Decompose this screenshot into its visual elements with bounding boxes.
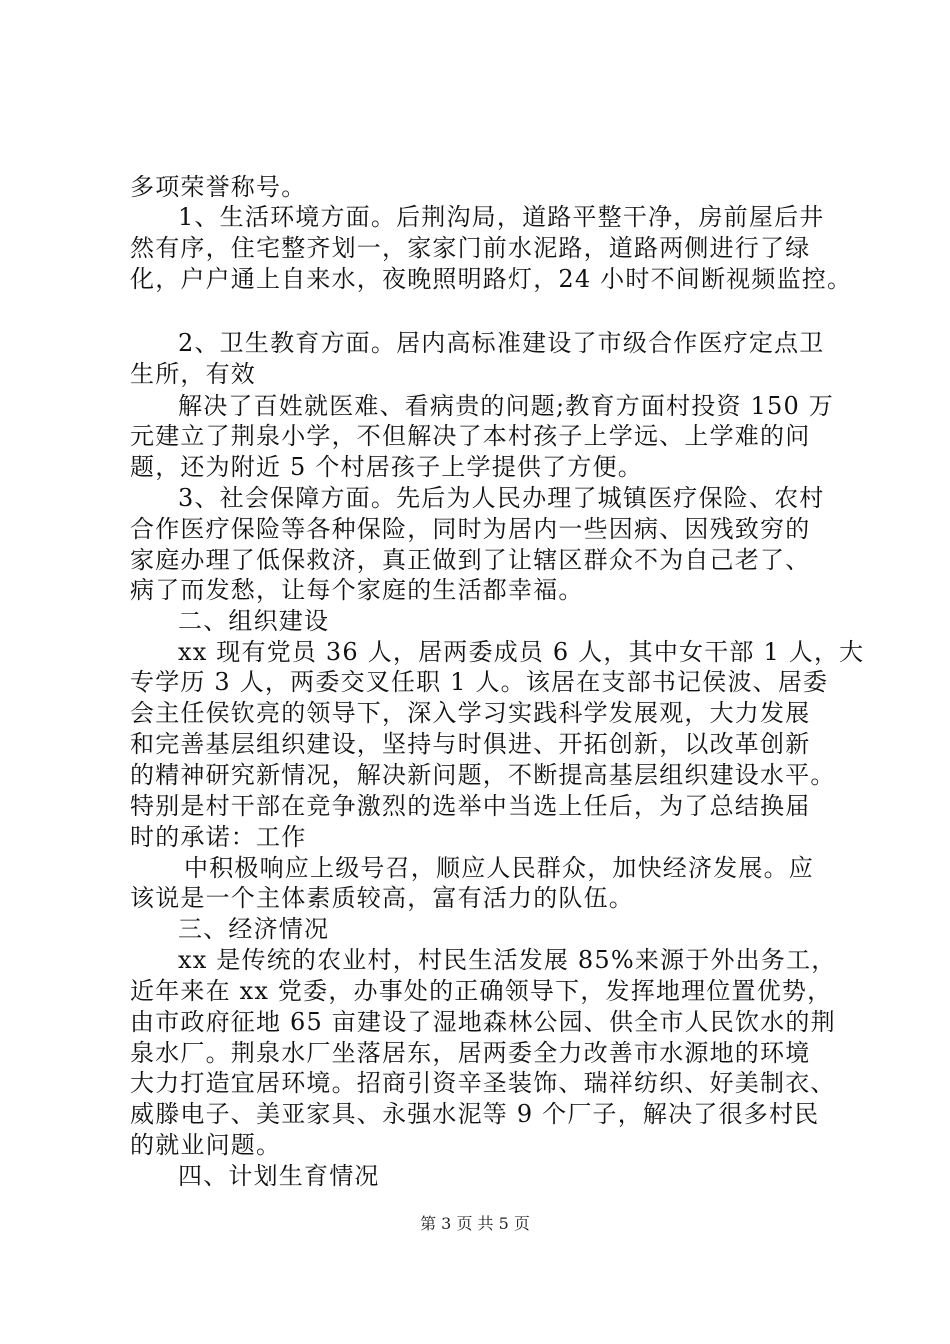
text-line: 1、生活环境方面。后荆沟局，道路平整干净，房前屋后井 [178, 203, 825, 231]
text-line: xx 现有党员 36 人，居两委成员 6 人，其中女干部 1 人，大 [178, 638, 865, 666]
text-line: 解决了百姓就医难、看病贵的问题;教育方面村投资 150 万 [178, 392, 834, 420]
text-line: 泉水厂。荆泉水厂坐落居东，居两委全力改善市水源地的环境 [130, 1039, 811, 1067]
text-line: 题，还为附近 5 个村居孩子上学提供了方便。 [130, 453, 643, 481]
section-heading: 四、计划生育情况 [178, 1162, 380, 1190]
text-line: 威滕电子、美亚家具、永强水泥等 9 个厂子，解决了很多村民 [130, 1100, 820, 1128]
text-line: 专学历 3 人，两委交叉任职 1 人。该居在支部书记侯波、居委 [130, 668, 829, 696]
text-line: 近年来在 xx 党委，办事处的正确领导下，发挥地理位置优势， [130, 977, 833, 1005]
text-line: xx 是传统的农业村，村民生活发展 85%来源于外出务工， [178, 946, 837, 974]
text-line: 和完善基层组织建设，坚持与时俱进、开拓创新，以改革创新 [130, 730, 811, 758]
text-line: 化，户户通上自来水，夜晚照明路灯，24 小时不间断视频监控。 [130, 265, 853, 293]
text-line: 2、卫生教育方面。居内高标准建设了市级合作医疗定点卫 [178, 329, 825, 357]
text-line: 然有序，住宅整齐划一，家家门前水泥路，道路两侧进行了绿 [130, 234, 811, 262]
text-line: 生所，有效 [130, 360, 256, 388]
text-line: 3、社会保障方面。先后为人民办理了城镇医疗保险、农村 [178, 484, 825, 512]
text-line: 病了而发愁，让每个家庭的生活都幸福。 [130, 576, 584, 604]
text-line: 大力打造宜居环境。招商引资辛圣装饰、瑞祥纺织、好美制衣、 [130, 1069, 836, 1097]
text-line: 的就业问题。 [130, 1131, 282, 1159]
text-line: 该说是一个主体素质较高，富有活力的队伍。 [130, 884, 634, 912]
section-heading: 三、经济情况 [178, 915, 330, 943]
text-line: 时的承诺：工作 [130, 823, 307, 851]
text-line: 中积极响应上级号召，顺应人民群众，加快经济发展。应 [184, 854, 814, 882]
text-line: 多项荣誉称号。 [130, 173, 307, 201]
text-line: 会主任侯钦亮的领导下，深入学习实践科学发展观，大力发展 [130, 699, 811, 727]
text-line: 元建立了荆泉小学，不但解决了本村孩子上学远、上学难的问 [130, 422, 811, 450]
section-heading: 二、组织建设 [178, 607, 330, 635]
text-line: 特别是村干部在竞争激烈的选举中当选上任后，为了总结换届 [130, 792, 811, 820]
page-number-footer: 第 3 页 共 5 页 [420, 1214, 530, 1233]
text-line: 合作医疗保险等各种保险，同时为居内一些因病、因残致穷的 [130, 515, 811, 543]
text-line: 的精神研究新情况，解决新问题，不断提高基层组织建设水平。 [130, 761, 836, 789]
text-line: 家庭办理了低保救济，真正做到了让辖区群众不为自己老了、 [130, 546, 811, 574]
text-line: 由市政府征地 65 亩建设了湿地森林公园、供全市人民饮水的荆 [130, 1008, 836, 1036]
